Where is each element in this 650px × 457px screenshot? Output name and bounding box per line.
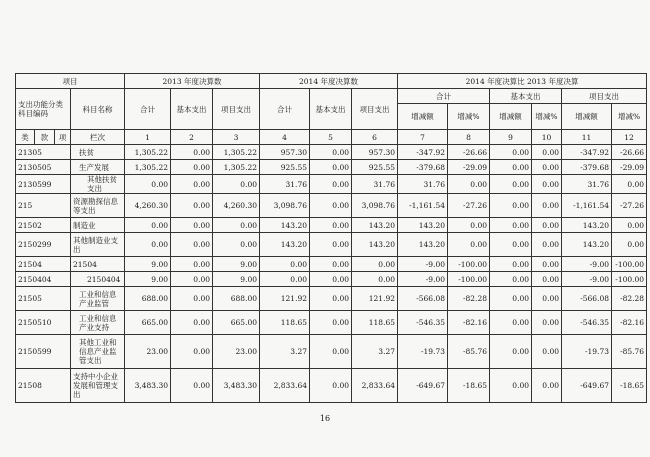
- row-name: 资源勘探信息等支出: [71, 194, 125, 218]
- name-column-header: 科目名称: [71, 89, 125, 130]
- row-value: -9.00: [562, 272, 612, 287]
- row-value: 143.20: [398, 218, 448, 233]
- row-value: 0.00: [171, 145, 213, 160]
- row-code: 2130505: [16, 160, 71, 175]
- row-value: -19.73: [562, 335, 612, 369]
- row-name: 2150404: [71, 272, 125, 287]
- table-row: [16, 287, 647, 311]
- row-value: -100.00: [448, 272, 490, 287]
- row-value: 0.00: [310, 160, 352, 175]
- basic-2013-header: 基本支出: [171, 89, 213, 130]
- row-value: 143.20: [398, 233, 448, 257]
- row-value: 0.00: [612, 233, 647, 257]
- row-value: 0.00: [490, 175, 532, 194]
- row-value: 0.00: [352, 272, 398, 287]
- row-value: 143.20: [352, 218, 398, 233]
- column-number: 8: [448, 130, 490, 145]
- row-value: 3.27: [352, 335, 398, 369]
- table-row: [16, 369, 647, 403]
- row-value: 118.65: [352, 311, 398, 335]
- row-value: 0.00: [532, 160, 562, 175]
- row-value: 9.00: [213, 272, 260, 287]
- row-value: 0.00: [448, 233, 490, 257]
- row-value: 0.00: [171, 311, 213, 335]
- row-value: -19.73: [398, 335, 448, 369]
- row-value: 0.00: [171, 369, 213, 403]
- row-value: 0.00: [490, 218, 532, 233]
- row-name: 制造业: [71, 218, 125, 233]
- row-value: 3,483.30: [213, 369, 260, 403]
- row-value: -29.09: [448, 160, 490, 175]
- row-value: 0.00: [532, 311, 562, 335]
- row-value: -347.92: [562, 145, 612, 160]
- budget-table-sheet: [15, 73, 645, 403]
- row-value: 121.92: [260, 287, 310, 311]
- page-number: 16: [319, 414, 331, 423]
- row-value: 121.92: [352, 287, 398, 311]
- row-value: -82.28: [612, 287, 647, 311]
- row-value: -546.35: [398, 311, 448, 335]
- compare-total-header: 合计: [398, 89, 490, 104]
- row-value: 0.00: [310, 145, 352, 160]
- row-value: 3.27: [260, 335, 310, 369]
- row-value: 0.00: [260, 257, 310, 272]
- row-name: 扶贫: [71, 145, 125, 160]
- row-value: 0.00: [448, 218, 490, 233]
- row-value: -649.67: [398, 369, 448, 403]
- row-value: 143.20: [562, 233, 612, 257]
- diff-header: 增减额: [398, 104, 448, 130]
- row-code: 2150599: [16, 335, 71, 369]
- pct-header: 增减%: [612, 104, 647, 130]
- table-row: [16, 335, 647, 369]
- row-value: -85.76: [612, 335, 647, 369]
- row-value: 2,833.64: [352, 369, 398, 403]
- diff-header: 增减额: [490, 104, 532, 130]
- column-number: 2: [171, 130, 213, 145]
- table-row: [16, 272, 647, 287]
- row-value: 0.00: [310, 175, 352, 194]
- row-code: 2150510: [16, 311, 71, 335]
- row-value: 143.20: [260, 218, 310, 233]
- row-value: 0.00: [310, 369, 352, 403]
- row-value: 4,260.30: [213, 194, 260, 218]
- row-value: 9.00: [125, 257, 171, 272]
- row-value: -26.66: [612, 145, 647, 160]
- row-value: 0.00: [490, 272, 532, 287]
- row-value: 3,098.76: [352, 194, 398, 218]
- table-row: [16, 218, 647, 233]
- row-value: 665.00: [125, 311, 171, 335]
- row-value: 23.00: [213, 335, 260, 369]
- row-value: -9.00: [562, 257, 612, 272]
- row-value: 0.00: [490, 335, 532, 369]
- xiang-header: 项: [55, 130, 71, 145]
- row-code: 21508: [16, 369, 71, 403]
- diff-header: 增减额: [562, 104, 612, 130]
- row-value: 2,833.64: [260, 369, 310, 403]
- row-value: 143.20: [260, 233, 310, 257]
- row-value: 665.00: [213, 311, 260, 335]
- row-value: 0.00: [532, 257, 562, 272]
- row-code: 215: [16, 194, 71, 218]
- row-code: 2150404: [16, 272, 71, 287]
- row-value: 1,305.22: [125, 145, 171, 160]
- group-2013-header: 2013 年度决算数: [125, 74, 260, 89]
- row-value: 9.00: [125, 272, 171, 287]
- row-value: -379.68: [562, 160, 612, 175]
- group-2014-header: 2014 年度决算数: [260, 74, 398, 89]
- row-name: 21504: [71, 257, 125, 272]
- xiangmu-header: 项目: [16, 74, 125, 89]
- row-value: 0.00: [490, 233, 532, 257]
- compare-project-header: 项目支出: [562, 89, 647, 104]
- row-value: -649.67: [562, 369, 612, 403]
- row-value: -82.16: [612, 311, 647, 335]
- row-code: 21504: [16, 257, 71, 272]
- row-value: 0.00: [125, 218, 171, 233]
- row-name: 工业和信息产业支持: [71, 311, 125, 335]
- column-number: 5: [310, 130, 352, 145]
- total-2014-header: 合计: [260, 89, 310, 130]
- row-value: 0.00: [171, 175, 213, 194]
- kuan-header: 款: [35, 130, 55, 145]
- column-number: 4: [260, 130, 310, 145]
- row-value: -566.08: [562, 287, 612, 311]
- column-number: 10: [532, 130, 562, 145]
- row-value: -1,161.54: [562, 194, 612, 218]
- row-value: 0.00: [171, 233, 213, 257]
- row-value: 957.30: [352, 145, 398, 160]
- row-value: -85.76: [448, 335, 490, 369]
- row-value: -379.68: [398, 160, 448, 175]
- row-value: 0.00: [490, 287, 532, 311]
- row-value: 31.76: [562, 175, 612, 194]
- row-value: 0.00: [125, 233, 171, 257]
- table-row: [16, 194, 647, 218]
- pct-header: 增减%: [448, 104, 490, 130]
- row-code: 21305: [16, 145, 71, 160]
- row-value: 0.00: [532, 272, 562, 287]
- row-value: 0.00: [490, 369, 532, 403]
- row-value: 0.00: [490, 311, 532, 335]
- row-code: 2130599: [16, 175, 71, 194]
- header-row-1: [16, 74, 647, 89]
- row-value: 31.76: [260, 175, 310, 194]
- row-value: 0.00: [260, 272, 310, 287]
- row-value: -26.66: [448, 145, 490, 160]
- row-name: 其他扶贫支出: [71, 175, 125, 194]
- row-value: 0.00: [310, 287, 352, 311]
- code-column-header: 支出功能分类科目编码: [16, 89, 71, 130]
- table-row: [16, 233, 647, 257]
- row-value: -18.65: [448, 369, 490, 403]
- basic-2014-header: 基本支出: [310, 89, 352, 130]
- row-name: 其他制造业支出: [71, 233, 125, 257]
- row-value: 143.20: [352, 233, 398, 257]
- compare-basic-header: 基本支出: [490, 89, 562, 104]
- row-value: 0.00: [310, 194, 352, 218]
- row-value: 0.00: [310, 218, 352, 233]
- row-value: 1,305.22: [213, 145, 260, 160]
- column-number: 1: [125, 130, 171, 145]
- column-number: 9: [490, 130, 532, 145]
- row-name: 工业和信息产业监管: [71, 287, 125, 311]
- row-value: 0.00: [310, 335, 352, 369]
- row-value: 1,305.22: [125, 160, 171, 175]
- row-value: 0.00: [171, 287, 213, 311]
- row-value: -82.16: [448, 311, 490, 335]
- row-value: -347.92: [398, 145, 448, 160]
- row-value: 0.00: [612, 218, 647, 233]
- row-value: -100.00: [448, 257, 490, 272]
- row-value: 0.00: [532, 218, 562, 233]
- row-value: 118.65: [260, 311, 310, 335]
- table-body: [16, 145, 647, 403]
- row-value: -18.65: [612, 369, 647, 403]
- row-value: 0.00: [490, 194, 532, 218]
- pct-header: 增减%: [532, 104, 562, 130]
- row-value: 957.30: [260, 145, 310, 160]
- row-code: 21505: [16, 287, 71, 311]
- row-value: 688.00: [125, 287, 171, 311]
- row-code: 2150299: [16, 233, 71, 257]
- row-value: 0.00: [310, 257, 352, 272]
- row-value: 0.00: [532, 175, 562, 194]
- column-number: 12: [612, 130, 647, 145]
- row-name: 其他工业和信息产业监管支出: [71, 335, 125, 369]
- row-value: 0.00: [171, 218, 213, 233]
- table-row: [16, 175, 647, 194]
- row-value: 23.00: [125, 335, 171, 369]
- row-value: 0.00: [490, 145, 532, 160]
- row-value: -9.00: [398, 272, 448, 287]
- row-value: 0.00: [171, 272, 213, 287]
- column-number: 3: [213, 130, 260, 145]
- row-value: 0.00: [171, 194, 213, 218]
- row-value: 0.00: [532, 145, 562, 160]
- column-number: 7: [398, 130, 448, 145]
- row-value: 1,305.22: [213, 160, 260, 175]
- row-value: -27.26: [448, 194, 490, 218]
- row-value: 0.00: [448, 175, 490, 194]
- row-value: 0.00: [532, 287, 562, 311]
- lei-header: 类: [16, 130, 35, 145]
- row-value: -100.00: [612, 257, 647, 272]
- row-value: -546.35: [562, 311, 612, 335]
- row-value: -27.26: [612, 194, 647, 218]
- row-value: 0.00: [171, 335, 213, 369]
- project-2014-header: 项目支出: [352, 89, 398, 130]
- row-value: 925.55: [352, 160, 398, 175]
- row-value: 0.00: [213, 218, 260, 233]
- column-number-row: [16, 130, 647, 145]
- row-value: 925.55: [260, 160, 310, 175]
- row-value: 0.00: [310, 311, 352, 335]
- row-value: 0.00: [532, 233, 562, 257]
- total-2013-header: 合计: [125, 89, 171, 130]
- table-row: [16, 311, 647, 335]
- budget-table: [15, 73, 647, 403]
- row-value: -9.00: [398, 257, 448, 272]
- table-row: [16, 257, 647, 272]
- table-row: [16, 160, 647, 175]
- row-value: 0.00: [532, 194, 562, 218]
- table-row: [16, 145, 647, 160]
- row-value: 0.00: [310, 233, 352, 257]
- row-value: 31.76: [398, 175, 448, 194]
- group-compare-header: 2014 年度决算比 2013 年度决算: [398, 74, 647, 89]
- row-value: 0.00: [125, 175, 171, 194]
- project-2013-header: 项目支出: [213, 89, 260, 130]
- row-value: 0.00: [213, 175, 260, 194]
- row-value: -29.09: [612, 160, 647, 175]
- row-value: -82.28: [448, 287, 490, 311]
- row-value: 0.00: [490, 257, 532, 272]
- row-value: 0.00: [213, 233, 260, 257]
- row-name: 生产发展: [71, 160, 125, 175]
- row-value: 31.76: [352, 175, 398, 194]
- row-name: 支持中小企业发展和管理支出: [71, 369, 125, 403]
- row-value: -100.00: [612, 272, 647, 287]
- row-value: 0.00: [310, 272, 352, 287]
- row-code: 21502: [16, 218, 71, 233]
- row-value: 0.00: [171, 160, 213, 175]
- row-value: 3,098.76: [260, 194, 310, 218]
- row-value: 143.20: [562, 218, 612, 233]
- column-number: 6: [352, 130, 398, 145]
- header-row-2: [16, 89, 647, 104]
- row-value: 0.00: [352, 257, 398, 272]
- column-number: 11: [562, 130, 612, 145]
- row-value: 0.00: [612, 175, 647, 194]
- row-value: 4,260.30: [125, 194, 171, 218]
- row-value: 0.00: [532, 335, 562, 369]
- row-value: 9.00: [213, 257, 260, 272]
- row-value: 0.00: [532, 369, 562, 403]
- row-value: -1,161.54: [398, 194, 448, 218]
- lanci-header: 栏次: [71, 130, 125, 145]
- row-value: -566.08: [398, 287, 448, 311]
- row-value: 0.00: [490, 160, 532, 175]
- row-value: 0.00: [171, 257, 213, 272]
- row-value: 3,483.30: [125, 369, 171, 403]
- row-value: 688.00: [213, 287, 260, 311]
